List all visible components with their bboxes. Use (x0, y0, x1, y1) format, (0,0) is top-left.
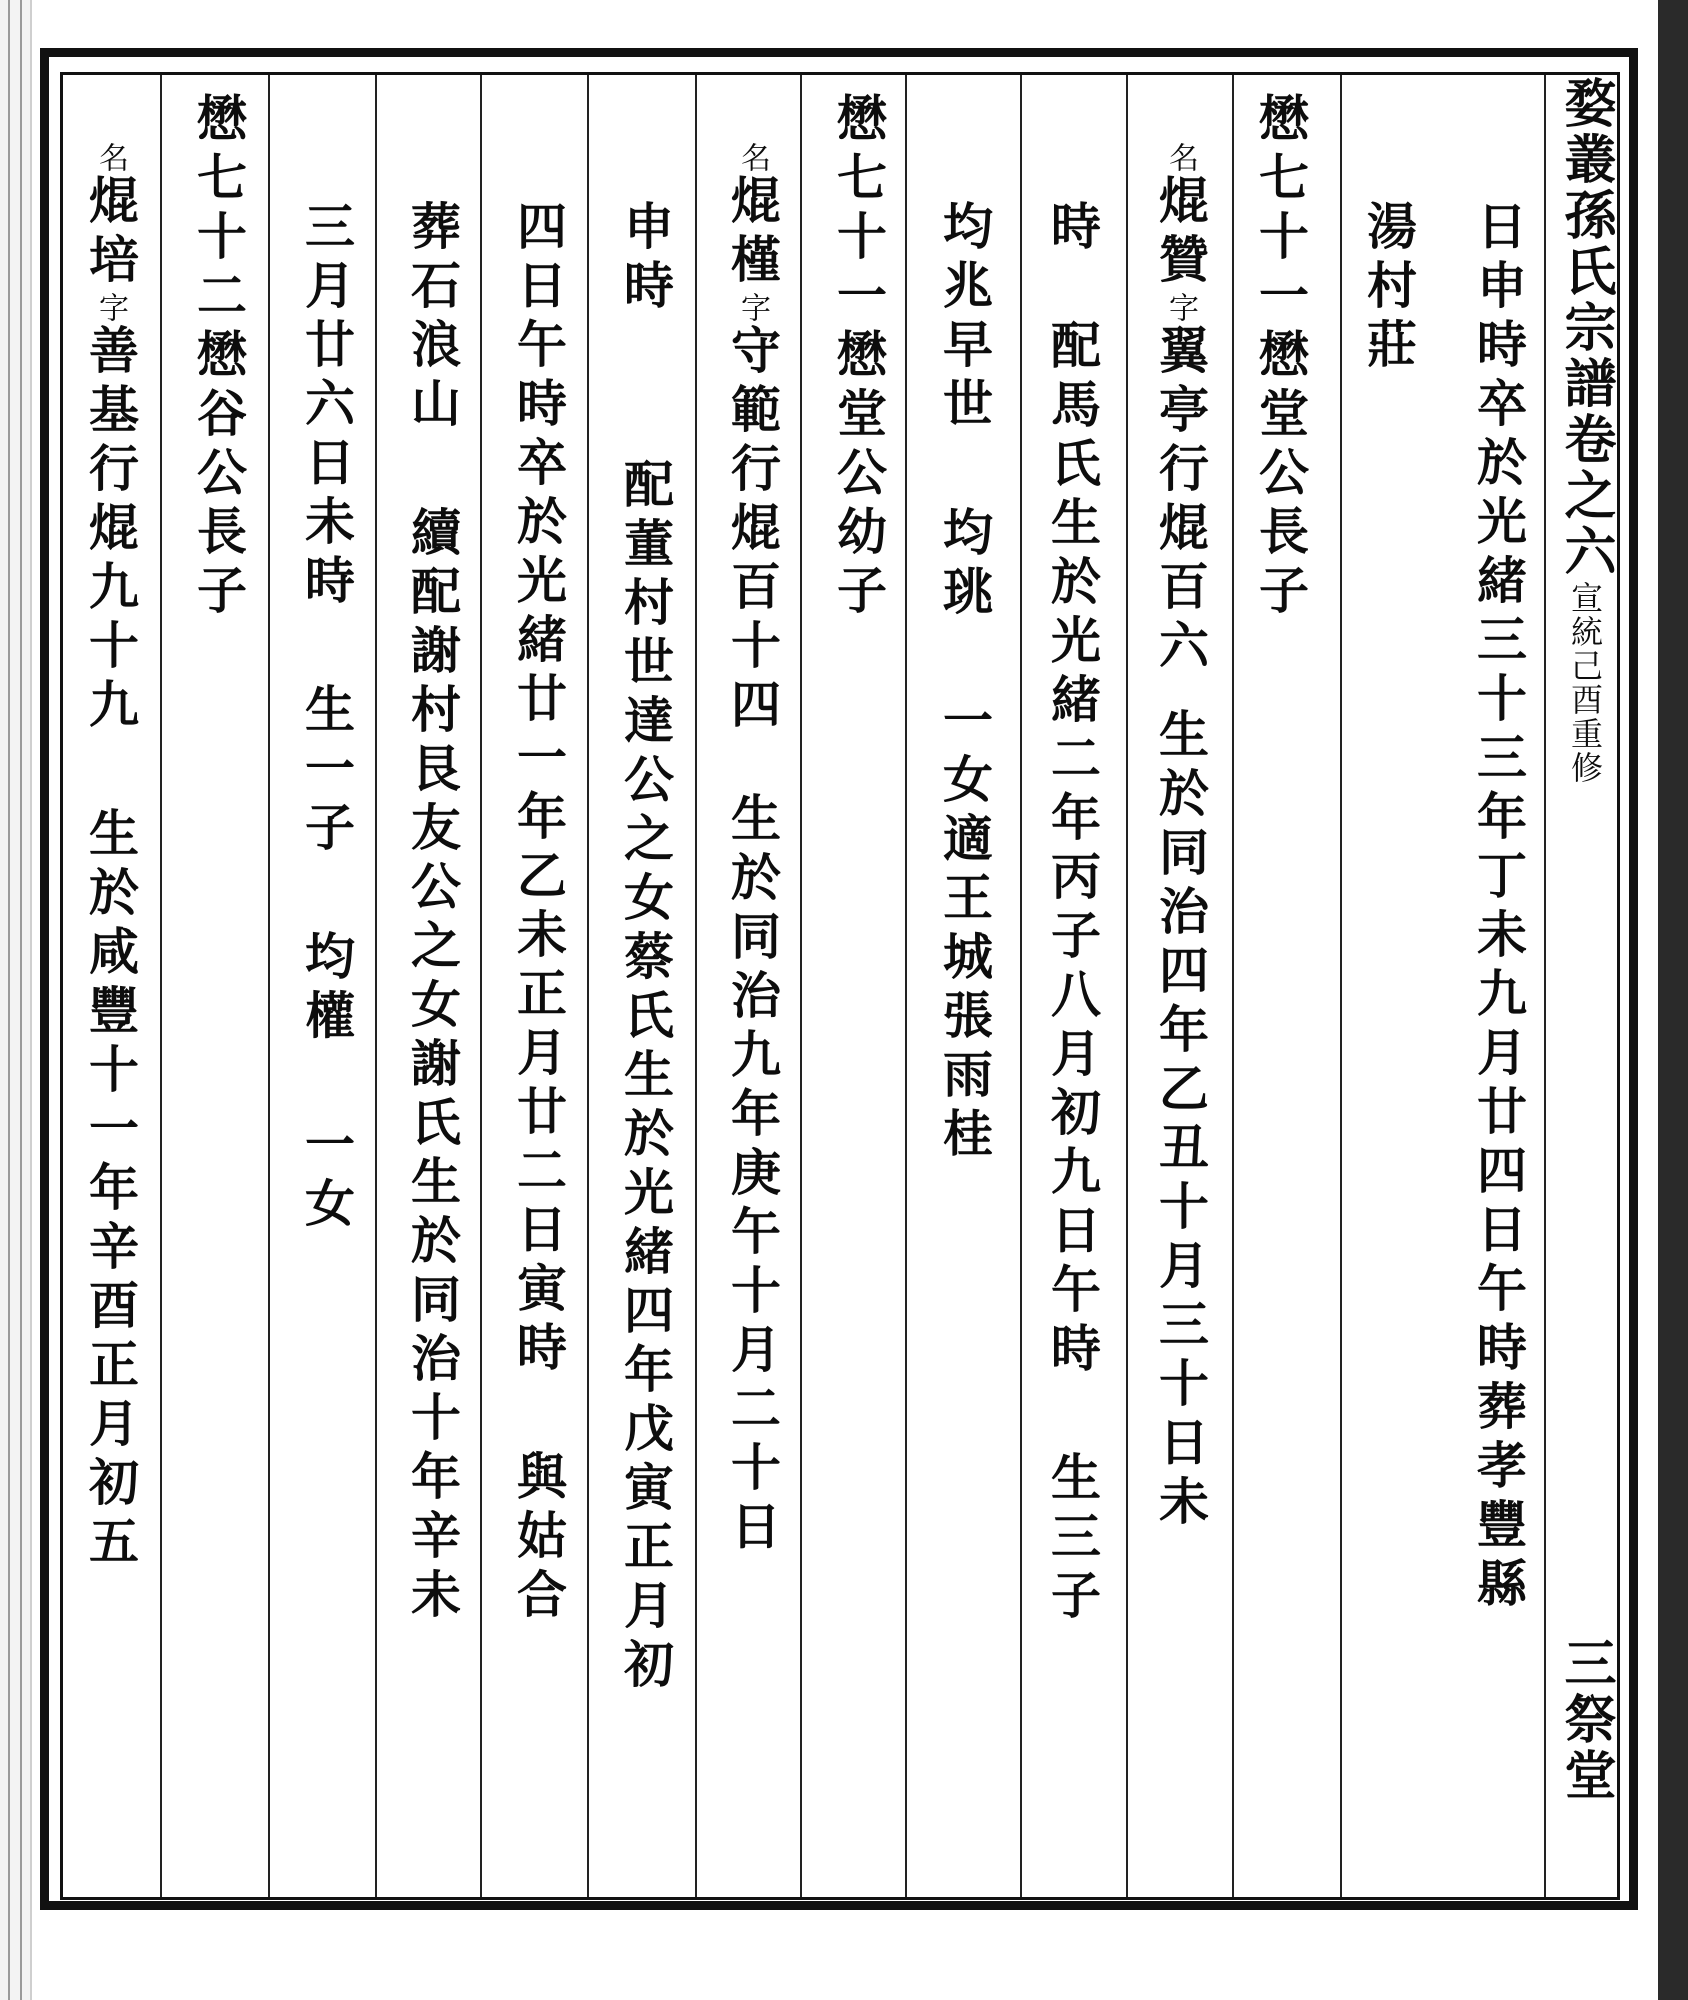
column-rule (587, 75, 589, 1897)
column-rule (480, 75, 482, 1897)
column-rule (1020, 75, 1022, 1897)
column-rule (1340, 75, 1342, 1897)
text-column: 湯村莊 (1359, 200, 1418, 377)
text-column: 四日午時卒於光緒廿一年乙未正月廿二日寅時與姑合 (509, 200, 568, 1627)
text-column: 三月廿六日未時生一子均權一女 (297, 200, 356, 1236)
fold-column (1548, 76, 1616, 1896)
revision-note: 宣統己酉重修 (1566, 581, 1604, 785)
text-column: 均兆早世均珧一女適王城張雨桂 (935, 200, 994, 1166)
text-column: 申時配董村世達公之女蔡氏生於光緒四年戊寅正月初 (616, 200, 675, 1697)
column-rule (800, 75, 802, 1897)
hall-name: 三祭堂 (1555, 1636, 1616, 1804)
text-column: 名焜槿字守範行焜百十四生於同治九年庚午十月二十日 (723, 142, 782, 1559)
column-rule (905, 75, 907, 1897)
column-rule (1544, 75, 1546, 1897)
column-rule (160, 75, 162, 1897)
generation-heading: 懋七十一懋堂公長子 (1251, 92, 1310, 623)
generation-heading: 懋七十一懋堂公幼子 (829, 92, 888, 623)
column-rule (1232, 75, 1234, 1897)
column-rule (1126, 75, 1128, 1897)
text-column: 名焜培字善基行焜九十九生於咸豐十一年辛酉正月初五 (81, 142, 140, 1574)
text-column: 名焜贊字翼亭行焜百六生於同治四年乙丑十月三十日未 (1151, 142, 1210, 1534)
column-rule (375, 75, 377, 1897)
genealogy-title: 婺叢孫氏宗譜卷之六 (1555, 76, 1616, 580)
column-rule (695, 75, 697, 1897)
text-column: 葬石浪山續配謝村艮友公之女謝氏生於同治十年辛未 (403, 200, 462, 1627)
text-column: 日申時卒於光緒三十三年丁未九月廿四日午時葬孝豐縣 (1469, 200, 1528, 1616)
left-page-edge (0, 0, 32, 2000)
column-rule (268, 75, 270, 1897)
generation-heading: 懋七十二懋谷公長子 (189, 92, 248, 623)
right-page-edge (1658, 0, 1688, 2000)
text-column: 時配馬氏生於光緒二年丙子八月初九日午時生三子 (1043, 200, 1102, 1628)
